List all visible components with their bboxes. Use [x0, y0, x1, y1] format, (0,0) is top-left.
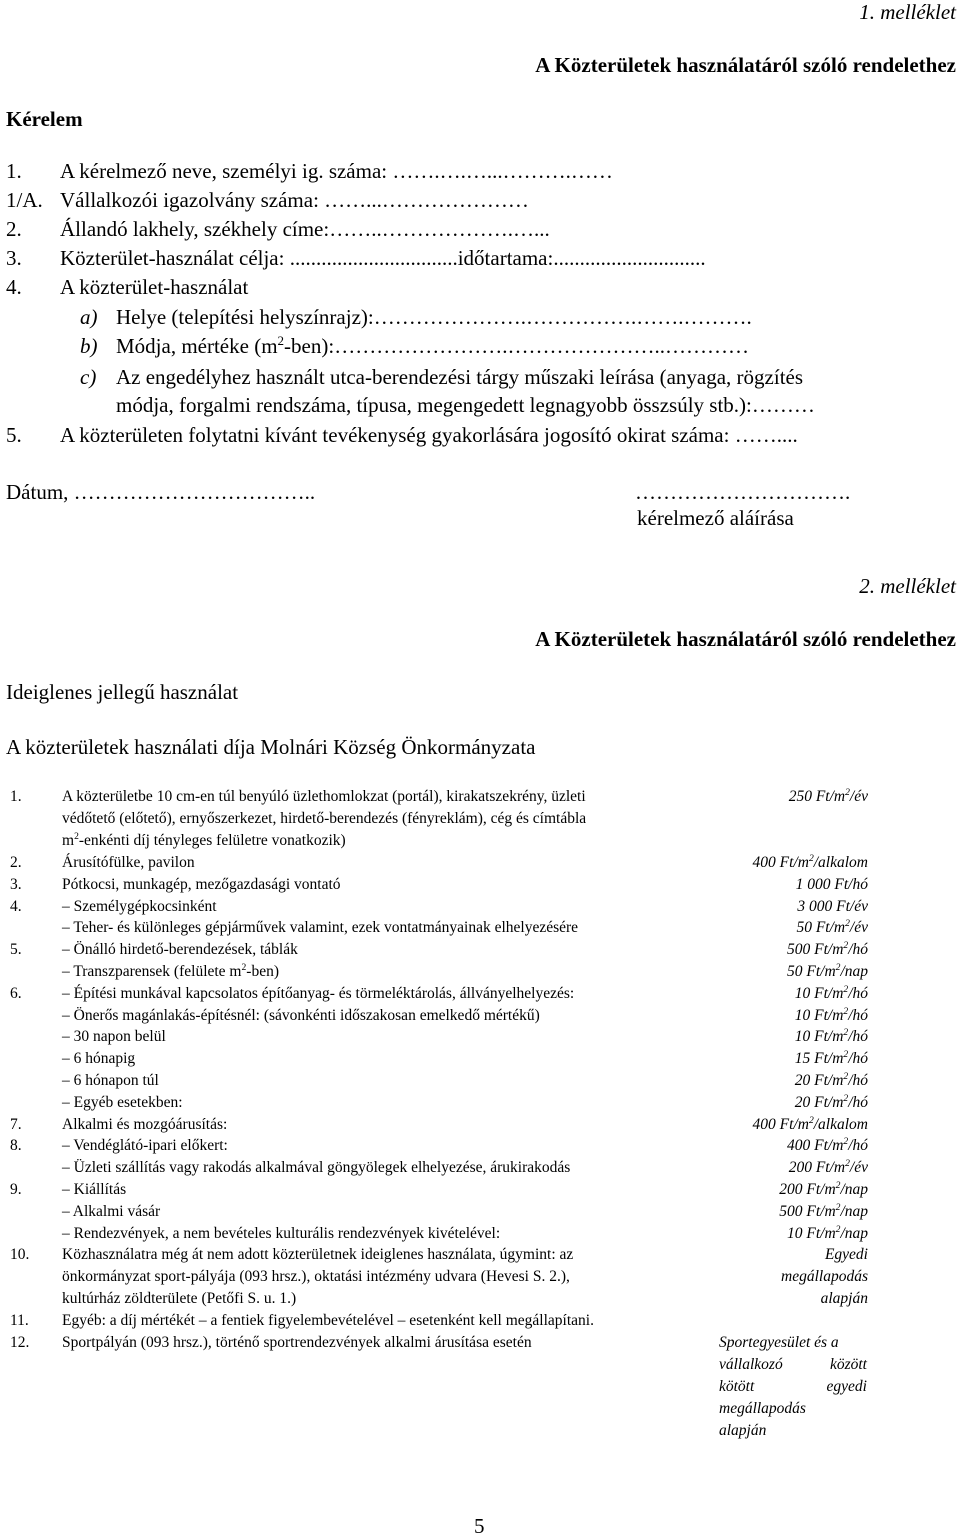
- row-price: 400 $Ft/m^2$/alkalom: [752, 852, 868, 871]
- row-price: 200 $Ft/m^2$/nap: [779, 1179, 868, 1198]
- row-text: Sportpályán (093 hrsz.), történő sportrendezvények alkalmi árusítása esetén: [62, 1334, 532, 1351]
- row-text: – Kiállítás: [62, 1181, 127, 1198]
- table-row: [0, 1223, 960, 1245]
- row-number: 3.: [10, 875, 22, 893]
- note-line-2: vállalkozó között: [719, 1356, 867, 1373]
- field-4a-fill: ………………….…………….…….……….: [373, 305, 752, 329]
- field-4c: [0, 363, 960, 391]
- field-1-fill: …….….…...……….……: [387, 159, 613, 183]
- signature-label: kérelmező aláírása: [637, 506, 794, 530]
- row-price: 10 $Ft/m^2/hó$: [794, 983, 868, 1002]
- field-4b: [0, 332, 960, 360]
- field-3-text: Közterület-használat célja: ................................időtartama:.............................: [60, 246, 706, 270]
- field-4b-text: Módja, mértéke $(m^2-ben):\dots\dots\dots\dots\dots\dots\dots\dots.\dots\dots\dots\dots\dots\dots\dots..\dots\dots\dots\dots$: [116, 333, 749, 358]
- row-12-note: [719, 1332, 867, 1442]
- row-price: 1 000 Ft/hó: [795, 875, 868, 893]
- table-row-11: [0, 1310, 960, 1332]
- row-text: – Rendezvények, a nem bevételes kulturális rendezvények kivételével:: [62, 1224, 501, 1242]
- row-price: 10 $Ft/m^2/hó$: [794, 1005, 868, 1024]
- row-number: 9.: [10, 1181, 22, 1198]
- row-number: 4.: [10, 897, 22, 915]
- table-row: [0, 961, 960, 983]
- field-1-text: A kérelmező neve, személyi ig. száma: …….….…...……….……: [60, 159, 613, 183]
- field-2-number: 2.: [6, 217, 22, 241]
- note-line-1: Sportegyesület és a: [719, 1334, 839, 1351]
- row-text-3: $m^2$-enkénti díj tényleges felületre vonatkozik): [62, 830, 346, 849]
- row-price: 10 $Ft/m^2$/nap: [786, 1223, 868, 1242]
- table-row: [0, 1026, 960, 1048]
- row-number: 6.: [10, 984, 22, 1002]
- annex2-subtitle: A Közterületek használatáról szóló rendelethez: [535, 627, 956, 651]
- field-4b-fill: …………………….…………………..…………: [334, 334, 749, 358]
- annex2-label: 2. melléklet: [859, 574, 956, 598]
- row-text: Pótkocsi, munkagép, mezőgazdasági vontató: [62, 875, 341, 893]
- table-row: [0, 1092, 960, 1114]
- annex2-fee-heading: A közterületek használati díja Molnári Község Önkormányzata: [6, 735, 536, 759]
- row-number: 2.: [10, 854, 22, 871]
- field-2-fill: ……..……………….…...: [329, 217, 550, 241]
- field-1a: [0, 186, 960, 214]
- row-price: 500 $Ft/m^2/hó$: [786, 940, 868, 959]
- annex2-heading: Ideiglenes jellegű használat: [6, 680, 239, 704]
- field-4c-letter: c): [80, 365, 97, 389]
- table-row: [0, 852, 960, 874]
- row-number: 5.: [10, 941, 22, 959]
- table-row: [0, 1201, 960, 1223]
- row-text-2: védőtető (előtető), ernyőszerkezet, hirdető-berendezés (fényreklám), cég és címtábla: [62, 810, 587, 827]
- row-text: – Üzleti szállítás vagy rakodás alkalmával göngyölegek elhelyezése, árukirakodás: [62, 1159, 571, 1177]
- field-4a-text: Helye (telepítési helyszínrajz):………………….…………….…….……….: [116, 305, 752, 329]
- row-text: – Önálló hirdető-berendezések, táblák: [62, 941, 298, 959]
- field-3: [0, 244, 960, 272]
- row-price-2: megállapodás: [781, 1268, 868, 1285]
- row-text: – 6 hónapon túl: [62, 1072, 159, 1089]
- row-text: Árusítófülke, pavilon: [62, 854, 195, 871]
- row-text: – Személygépkocsinként: [62, 897, 217, 915]
- field-5-text: A közterületen folytatni kívánt tevékenység gyakorlására jogosító okirat száma: ……....: [60, 423, 798, 447]
- note-line-3: kötött egyedi: [719, 1378, 867, 1395]
- table-row: [0, 1135, 960, 1157]
- field-1a-fill: ……...…………………: [318, 188, 529, 212]
- field-4c-line-2: módja, forgalmi rendszáma, típusa, megengedett legnagyobb összsúly stb.):………: [116, 393, 815, 417]
- signature-line: ………………………….: [635, 480, 851, 504]
- row-text: Alkalmi és mozgóárusítás:: [62, 1115, 228, 1133]
- annex1-subtitle: A Közterületek használatáról szóló rendelethez: [535, 53, 956, 77]
- row-price: 10 $Ft/m^2/hó$: [794, 1027, 868, 1046]
- field-5-number: 5.: [6, 423, 22, 447]
- row-text: – Alkalmi vásár: [62, 1202, 161, 1220]
- table-row-12: [0, 1332, 960, 1452]
- row-text: Egyéb: a díj mértékét – a fentiek figyelembevételével – esetenként kell megállapítani.: [62, 1312, 594, 1329]
- field-4-number: 4.: [6, 275, 22, 299]
- table-row: [0, 1114, 960, 1136]
- fee-table: [0, 786, 960, 1506]
- row-number: 1.: [10, 788, 22, 805]
- field-1: [0, 157, 960, 185]
- field-4c-line-1: Az engedélyhez használt utca-berendezési tárgy műszaki leírása (anyaga, rögzítés: [116, 365, 804, 389]
- field-2-text: Állandó lakhely, székhely címe:……..……………….…...: [60, 217, 550, 241]
- field-2: [0, 215, 960, 243]
- row-number: 10.: [10, 1246, 30, 1263]
- row-price: 400 $Ft/m^2$/alkalom: [752, 1114, 868, 1133]
- note-line-4: megállapodás: [719, 1400, 806, 1417]
- row-price: 3 000 Ft/év: [797, 897, 868, 915]
- row-price: 15 $Ft/m^2/hó$: [794, 1049, 868, 1068]
- field-4c-cont: [0, 391, 960, 419]
- row-text: – Egyéb esetekben:: [62, 1093, 183, 1111]
- field-4-text: A közterület-használat: [60, 275, 249, 299]
- field-4a: [0, 303, 960, 331]
- table-row: [0, 1048, 960, 1070]
- row-price: 200 $Ft/m^2/év$: [788, 1158, 868, 1177]
- field-5: [0, 421, 960, 449]
- annex1-label: 1. melléklet: [859, 0, 956, 24]
- row-text: – Transzparensek (felülete $m^2-ben$): [62, 961, 279, 980]
- row-text-2: önkormányzat sport-pályája (093 hrsz.), oktatási intézmény udvara (Hevesi S. 2.),: [62, 1268, 570, 1285]
- row-price-1: Egyedi: [824, 1246, 868, 1263]
- row-number: 11.: [10, 1312, 29, 1329]
- row-price: 20 $Ft/m^2/hó$: [794, 1092, 868, 1111]
- field-3-number: 3.: [6, 246, 22, 270]
- date-field: Dátum, ……………………………..: [6, 480, 316, 504]
- row-price: 500 $Ft/m^2$/nap: [779, 1201, 868, 1220]
- row-price: 50 $Ft/m^2$/nap: [786, 961, 868, 980]
- table-row: [0, 1157, 960, 1179]
- table-row: [0, 939, 960, 961]
- row-text: Közhasználatra még át nem adott közterületnek ideiglenes használata, úgymint: az: [62, 1246, 574, 1263]
- row-number: 12.: [10, 1334, 30, 1351]
- table-row: [0, 917, 960, 939]
- table-row: [0, 896, 960, 918]
- table-row: [0, 786, 960, 852]
- row-text: – 6 hónapig: [62, 1050, 136, 1068]
- field-1a-number: 1/A.: [6, 188, 43, 212]
- table-row: [0, 1005, 960, 1027]
- field-4b-letter: b): [80, 334, 98, 358]
- page-number: 5: [474, 1514, 485, 1538]
- row-text: – Vendéglátó-ipari előkert:: [62, 1137, 228, 1155]
- note-line-5: alapján: [719, 1422, 767, 1439]
- row-number: 7.: [10, 1115, 22, 1133]
- row-number: 8.: [10, 1137, 22, 1155]
- field-1a-text: Vállalkozói igazolvány száma: ……...…………………: [60, 188, 529, 212]
- table-row: [0, 983, 960, 1005]
- table-row: [0, 874, 960, 896]
- row-text: – 30 napon belül: [62, 1028, 166, 1046]
- table-row: [0, 1179, 960, 1201]
- row-price: 50 $Ft/m^2/év$: [796, 918, 868, 937]
- row-price: 400 $Ft/m^2/hó$: [786, 1136, 868, 1155]
- row-text-3: kultúrház zöldterülete (Petőfi S. u. 1.): [62, 1290, 297, 1307]
- row-price: 250 $Ft/m^2/év$: [788, 786, 868, 805]
- field-4: [0, 273, 960, 301]
- row-text: – Építési munkával kapcsolatos építőanyag- és törmeléktárolás, állványelhelyezés:: [62, 984, 575, 1002]
- row-text: – Önerős magánlakás-építésnél: (sávonkénti időszakosan emelkedő mértékű): [62, 1006, 540, 1024]
- field-4a-letter: a): [80, 305, 98, 329]
- row-price-3: alapján: [820, 1290, 868, 1307]
- row-text: A közterületbe 10 cm-en túl benyúló üzlethomlokzat (portál), kirakatszekrény, üzleti: [62, 788, 586, 805]
- row-price: 20 $Ft/m^2/hó$: [794, 1070, 868, 1089]
- row-text: – Teher- és különleges gépjárművek valamint, ezek vontatmányainak elhelyezésére: [62, 919, 579, 937]
- table-row: [0, 1070, 960, 1092]
- field-1-number: 1.: [6, 159, 22, 183]
- annex1-heading: Kérelem: [6, 107, 83, 131]
- table-row-10: [0, 1244, 960, 1310]
